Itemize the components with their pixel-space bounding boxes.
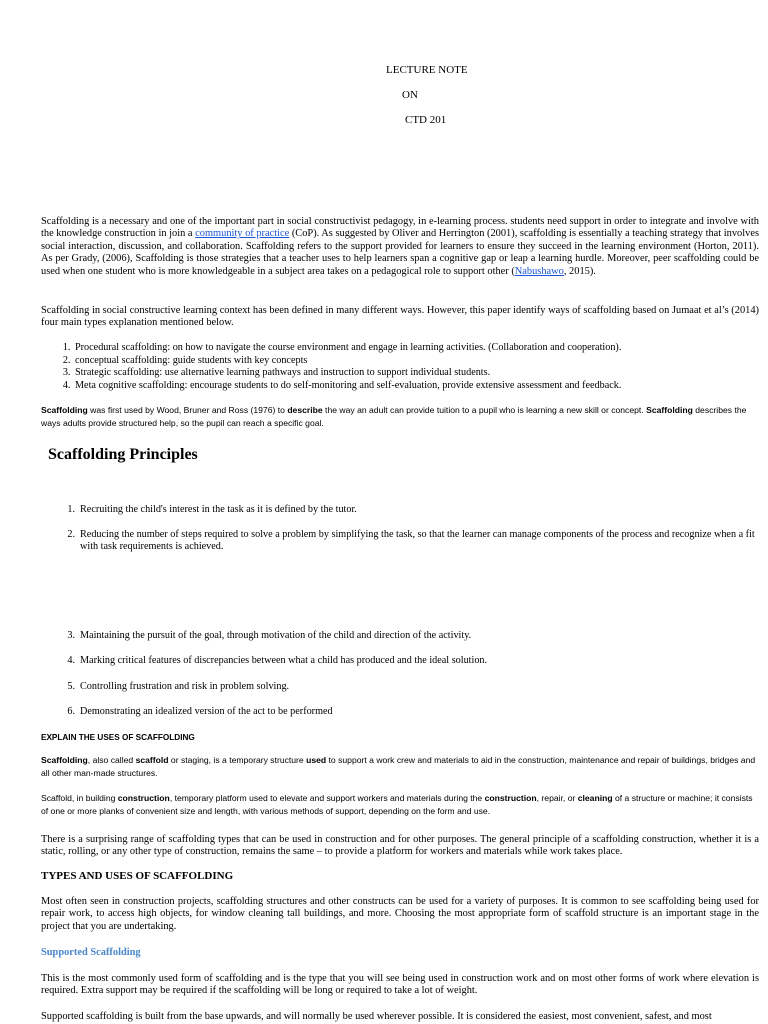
title-line-1: LECTURE NOTE — [386, 64, 468, 76]
principle-text: Marking critical features of discrepancies between what a child has produced and the ideal solution. — [80, 655, 488, 666]
uses-paragraph-1 — [41, 754, 759, 780]
principle-text: Controlling frustration and risk in problem solving. — [80, 681, 290, 692]
principle-number: 6. — [67, 706, 75, 717]
list-item: 3. Strategic scaffolding: use alternative learning pathways and instruction to support individual students. — [73, 367, 763, 380]
principle-text: Maintaining the pursuit of the goal, through motivation of the child and direction of the activity. — [80, 630, 472, 641]
principle-text: Reducing the number of steps required to solve a problem by simplifying the task, so that the learner can manage components of the process and recognize when a fit with task requirements is achieved. — [80, 529, 755, 553]
principle-item-4 — [63, 655, 763, 667]
principle-number: 4. — [67, 655, 75, 666]
supported-scaffolding-heading: Supported Scaffolding — [41, 947, 141, 958]
scaffolding-types-list — [41, 342, 763, 392]
principle-text: Demonstrating an idealized version of the act to be performed — [80, 706, 333, 717]
principle-item-2 — [63, 529, 763, 554]
principle-item-5 — [63, 681, 763, 693]
principle-item-1 — [63, 504, 763, 516]
uses2-text-2: , temporary platform used to elevate and support workers and materials during the — [169, 793, 485, 803]
origin-bold-3: Scaffolding — [646, 405, 693, 415]
uses-heading: EXPLAIN THE USES OF SCAFFOLDING — [41, 733, 195, 742]
types-heading: TYPES AND USES OF SCAFFOLDING — [41, 870, 234, 882]
origin-bold-2: describe — [287, 405, 323, 415]
supported-paragraph-1: This is the most commonly used form of scaffolding and is the type that you will see being used in construction work and on most other forms of work where elevation is required. Extra support may be required if the scaffolding will be long or required to take a lot of weight. — [41, 973, 759, 997]
range-paragraph: There is a surprising range of scaffolding types that can be used in construction and for other purposes. The general principle of a scaffolding construction, whether it is a static, rolling, or any other type of construction, remains the same – to provide a platform for workers and materials while work takes place. — [41, 834, 759, 858]
list-item: 2. conceptual scaffolding: guide students with key concepts — [73, 355, 763, 368]
uses2-text-3: , repair, or — [536, 793, 578, 803]
title-line-2: ON — [402, 89, 418, 101]
nabushawo-link[interactable]: Nabushawo — [514, 265, 564, 277]
origin-text-1: was first used by Wood, Bruner and Ross (1976) to — [87, 405, 288, 415]
origin-bold-1: Scaffolding — [41, 405, 88, 415]
uses2-text-4: of a structure or machine; it consists of one or more planks of convenient size and length, with various methods of support, depending on the form and use. — [41, 793, 753, 816]
uses1-bold-2: scaffold — [135, 755, 169, 765]
principle-text: Recruiting the child's interest in the task as it is defined by the tutor. — [80, 504, 357, 515]
principle-number: 5. — [67, 681, 75, 692]
uses1-bold-3: used — [306, 755, 327, 765]
community-of-practice-link[interactable]: community of practice — [195, 228, 290, 240]
list-item: 4. Meta cognitive scaffolding: encourage students to do self-monitoring and self-evaluation, provide extensive assessment and feedback. — [73, 380, 763, 393]
types-paragraph: Most often seen in construction projects, scaffolding structures and other constructs can be used for a variety of purposes. It is common to see scaffolding being used for repair work, to access high objects, for window cleaning tall buildings, and more. Choosing the most appropriate form of scaffold structure is an important stage in the project that you are undertaking. — [41, 896, 759, 932]
supported-paragraph-2: Supported scaffolding is built from the base upwards, and will normally be used wherever possible. It is considered the easiest, most convenient, safest, and most — [41, 1011, 712, 1022]
origin-text-3: describes the ways adults provide structured help, so the pupil can reach a specific goal. — [41, 405, 747, 428]
origin-paragraph — [41, 404, 759, 430]
uses-paragraph-2 — [41, 792, 759, 818]
principle-number: 1. — [67, 504, 75, 515]
principle-number: 3. — [67, 630, 75, 641]
uses1-text-2: or staging, is a temporary structure — [168, 755, 307, 765]
uses1-bold-1: Scaffolding — [41, 755, 88, 765]
intro-text-3: , 2015). — [563, 265, 596, 277]
uses2-bold-2: construction — [484, 793, 537, 803]
principle-item-6 — [63, 706, 763, 718]
uses2-bold-1: construction — [117, 793, 170, 803]
uses1-text-3: to support a work crew and materials to aid in the construction, maintenance and repair of buildings, bridges and all other man-made structures. — [41, 755, 756, 778]
principle-number: 2. — [67, 529, 75, 540]
uses2-text-1: Scaffold, in building — [41, 793, 118, 803]
uses1-text-1: , also called — [87, 755, 136, 765]
origin-text-2: the way an adult can provide tuition to a pupil who is learning a new skill or concept. — [322, 405, 647, 415]
principles-heading: Scaffolding Principles — [48, 446, 198, 463]
principle-item-3 — [63, 630, 763, 642]
uses2-bold-3: cleaning — [577, 793, 613, 803]
intro-text-2: (CoP). As suggested by Oliver and Herrington (2001), scaffolding is essentially a teaching strategy that involves social interaction, discussion, and collaboration. Scaffolding refers to the support provided for learners to ensure they succeed in the learning environment (Horton, 2011). As per Grady, (2006), Scaffolding is those strategies that a teacher uses to help learners span a cognitive gap or leap a learning hurdle. Moreover, peer scaffolding could be used when one student who is more knowledgeable in a subject area takes on a pedagogical role to support other ( — [41, 228, 759, 277]
intro-text-1: Scaffolding is a necessary and one of the important part in social constructivist pedagogy, in e-learning process. students need support in order to integrate and involve with the knowledge construction in join a — [41, 216, 759, 240]
intro-paragraph — [41, 216, 759, 278]
title-line-3: CTD 201 — [405, 114, 447, 126]
definition-paragraph: Scaffolding in social constructive learning context has been defined in many different ways. However, this paper identify ways of scaffolding based on Jumaat et al’s (2014) four main types explanation mentioned below. — [41, 305, 759, 329]
list-item: 1. Procedural scaffolding: on how to navigate the course environment and engage in learning activities. (Collaboration and cooperation). — [73, 342, 763, 355]
